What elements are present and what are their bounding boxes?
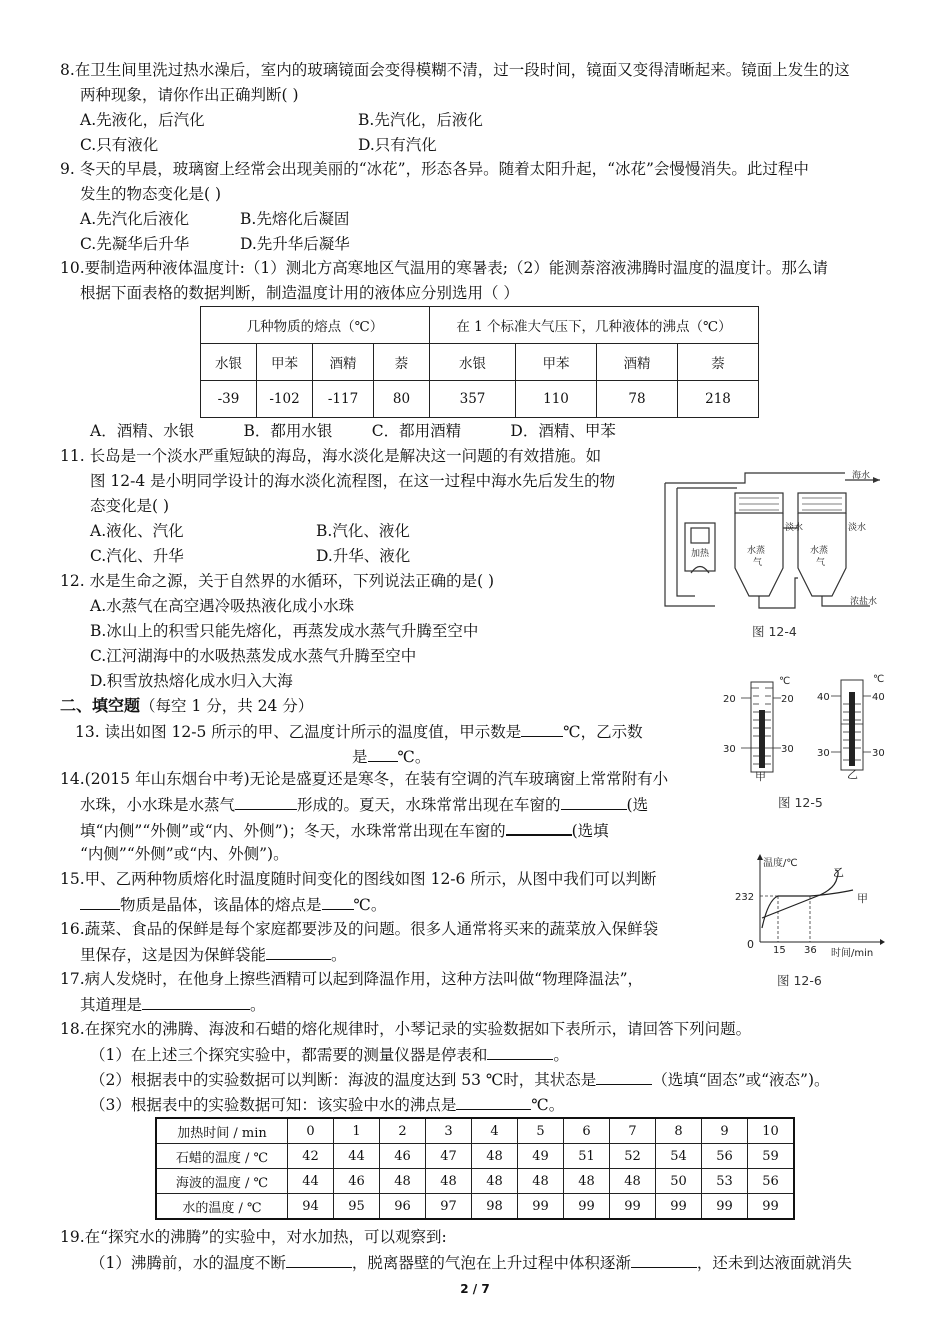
q13-blank-yi[interactable] [368,745,398,762]
q10-value-cell: -102 [257,381,313,418]
yi-tick-40-right: 40 [872,692,885,703]
label-steam-1b: 气 [753,558,763,568]
q10-options: A．酒精、水银 B．都用水银 C．都用酒精 D．酒精、甲苯 [90,422,616,440]
q19-blank-2[interactable] [631,1251,697,1268]
row-header-cell: 石蜡的温度 / ℃ [156,1144,288,1169]
table-cell: 3 [426,1118,472,1144]
table-cell: 8 [656,1118,702,1144]
axis-label-time: 时间/min [831,948,874,959]
row-header-cell: 海波的温度 / ℃ [156,1169,288,1194]
q19-part1 [90,1251,852,1274]
table-cell: 7 [610,1118,656,1144]
q11-stem-line3: 态变化是( ) [90,497,170,515]
thermometer-yi [817,674,885,781]
table-cell: 44 [334,1144,380,1169]
q14-blank-1[interactable] [235,793,297,810]
q19-text-a: （1）沸腾前，水的温度不断 [90,1254,286,1272]
q15-text-b: ℃。 [353,896,387,914]
q18-part1 [90,1043,569,1066]
q8-option-a: A.先液化，后汽化 [80,111,205,129]
jia-label: 甲 [755,770,766,783]
table-cell: 2 [380,1118,426,1144]
q18-part3-text: （3）根据表中的实验数据可知：该实验中水的沸点是 [90,1096,457,1114]
jia-tick-20-right: 20 [781,694,794,705]
table-cell: 99 [702,1194,748,1220]
table-cell: 56 [702,1144,748,1169]
q9-option-a: A.先汽化后液化 [80,210,190,228]
tick-36: 36 [804,945,817,956]
table-cell: 48 [518,1169,564,1194]
q18-part2 [90,1068,830,1091]
yi-tick-40-left: 40 [817,692,830,703]
q13-text-d: ℃。 [397,748,431,766]
q10-name-cell: 甲苯 [257,344,313,381]
table-cell: 98 [472,1194,518,1220]
q13-line1 [75,720,643,743]
q15-line1: 15.甲、乙两种物质熔化时温度随时间变化的图线如图 12-6 所示，从图中我们可以判断 [60,870,657,888]
yi-tick-30-left: 30 [817,748,830,759]
q9-option-c: C.先凝华后升华 [80,235,190,253]
desalination-diagram [655,468,890,613]
q15-blank-melting-point[interactable] [322,893,354,910]
table-cell: 49 [518,1144,564,1169]
table-cell: 5 [518,1118,564,1144]
q8-option-b: B.先汽化，后液化 [358,111,483,129]
q14-line2 [80,793,648,816]
q8-option-d: D.只有汽化 [358,136,437,154]
table-row [156,1144,794,1169]
q14-text-c: (选 [626,796,649,814]
label-fresh-water-2: 淡水 [848,523,867,533]
label-steam-2a: 水蒸 [810,546,829,556]
q13-text-b: ℃，乙示数 [563,723,643,741]
q10-data-table [200,306,759,418]
q10-value-cell: 110 [516,381,597,418]
q13-text-a: 13. 读出如图 12-5 所示的甲、乙温度计所示的温度值，甲示数是 [75,723,522,741]
table-cell: 99 [656,1194,702,1220]
table-cell: 48 [472,1169,518,1194]
q10-name-cell: 水银 [201,344,257,381]
table-cell: 52 [610,1144,656,1169]
q18-data-table [155,1117,795,1220]
table-cell: 56 [748,1169,795,1194]
section-2-note: （每空 1 分，共 24 分） [140,697,314,715]
q10-value-cell: 357 [430,381,516,418]
label-yi: 乙 [833,866,844,879]
table-cell: 1 [334,1118,380,1144]
q14-blank-3[interactable] [506,818,572,836]
table-cell: 10 [748,1118,795,1144]
q19-blank-1[interactable] [286,1251,352,1268]
q14-blank-2[interactable] [561,793,627,810]
q13-text-c: 是 [352,748,368,766]
table-cell: 99 [748,1194,795,1220]
table-cell: 99 [518,1194,564,1220]
q18-part1-end: 。 [553,1046,569,1064]
figure-12-5-caption: 图 12-5 [778,795,823,810]
q11-option-c: C.汽化、升华 [90,547,184,565]
q14-line1: 14.(2015 年山东烟台中考)无论是盛夏还是寒冬，在装有空调的汽车玻璃窗上常常附有小 [60,770,669,788]
tick-15: 15 [773,945,786,956]
q17-text-b: 。 [250,996,266,1014]
jia-tick-30-left: 30 [723,744,736,755]
q13-blank-jia[interactable] [521,720,563,737]
q14-line4: “内侧”“外侧”或“内、外侧”)。 [80,845,289,863]
q17-line2 [80,993,266,1016]
q12-option-b: B.冰山上的积雪只能先熔化，再蒸发成水蒸气升腾至空中 [90,622,479,640]
q10-name-cell: 萘 [374,344,430,381]
q11-option-a: A.液化、汽化 [90,522,184,540]
jia-unit-label: ℃ [779,676,791,687]
table-cell: 4 [472,1118,518,1144]
label-sea-water: 海水 [852,471,871,481]
q18-blank-3[interactable] [456,1093,531,1110]
table-row [156,1194,794,1220]
q10-value-cell: 218 [678,381,759,418]
q16-line2 [80,943,347,966]
q13-line2 [352,745,430,768]
label-steam-2b: 气 [816,558,826,568]
q10-value-cell: 80 [374,381,430,418]
q10-name-cell: 酒精 [313,344,374,381]
q18-blank-1[interactable] [487,1043,553,1060]
label-fresh-water-1: 淡水 [785,523,804,533]
table-cell: 48 [380,1169,426,1194]
table-cell: 42 [288,1144,334,1169]
section-2-title: 二、填空题 [60,696,141,715]
label-heating: 加热 [691,549,710,559]
q18-part3-end: ℃。 [531,1096,565,1114]
table-cell: 48 [426,1169,472,1194]
table-cell: 59 [748,1144,795,1169]
q11-option-b: B.汽化、液化 [316,522,410,540]
q19-text-b: ，脱离器壁的气泡在上升过程中体积逐渐 [351,1254,631,1272]
q19-stem: 19.在“探究水的沸腾”的实验中，对水加热，可以观察到: [60,1228,447,1246]
table-cell: 95 [334,1194,380,1220]
q11-option-d: D.升华、液化 [316,547,411,565]
thermometers-figure [715,670,895,785]
table-cell: 0 [288,1118,334,1144]
q10-name-cell: 萘 [678,344,759,381]
table-cell: 51 [564,1144,610,1169]
tick-zero: 0 [747,938,754,951]
q16-text-a: 里保存，这是因为保鲜袋能 [80,946,267,964]
q17-text-a: 其道理是 [80,996,143,1014]
q8-stem-line2: 两种现象，请你作出正确判断( ) [80,86,299,104]
table-cell: 47 [426,1144,472,1169]
q18-part1-text: （1）在上述三个探究实验中，都需要的测量仪器是停表和 [90,1046,488,1064]
q16-blank[interactable] [266,943,331,960]
table-cell: 99 [564,1194,610,1220]
q17-blank[interactable] [142,993,250,1010]
label-jia: 甲 [857,892,868,905]
table-cell: 97 [426,1194,472,1220]
q8-option-c: C.只有液化 [80,136,159,154]
q10-header-melting: 几种物质的熔点（℃） [201,307,430,344]
axis-label-temperature: 温度/℃ [763,858,798,869]
table-cell: 44 [288,1169,334,1194]
q17-line1: 17.病人发烧时，在他身上擦些酒精可以起到降温作用，这种方法叫做“物理降温法”， [60,970,644,988]
jia-tick-30-right: 30 [781,744,794,755]
q12-stem: 12. 水是生命之源，关于自然界的水循环，下列说法正确的是( ) [60,572,495,590]
q18-part2-end: （选填“固态”或“液态”)。 [652,1071,830,1089]
q19-text-c: ，还未到达液面就消失 [696,1254,852,1272]
table-cell: 9 [702,1118,748,1144]
q10-name-cell: 酒精 [597,344,678,381]
q10-stem-line2: 根据下面表格的数据判断，制造温度计用的液体应分别选用（ ） [80,284,519,302]
q16-text-b: 。 [331,946,347,964]
q15-blank-substance[interactable] [80,893,120,910]
q18-part3 [90,1093,564,1116]
q10-stem-line1: 10.要制造两种液体温度计:（1）测北方高寒地区气温用的寒暑表;（2）能测萘溶液沸腾时温度的温度计。那么请 [60,259,828,277]
row-header-cell: 加热时间 / min [156,1118,288,1144]
q9-option-b: B.先熔化后凝固 [240,210,350,228]
q14-text-b: 形成的。夏天，水珠常常出现在车窗的 [297,796,561,814]
q16-line1: 16.蔬菜、食品的保鲜是每个家庭都要涉及的问题。很多人通常将买来的蔬菜放入保鲜袋 [60,920,659,938]
table-cell: 96 [380,1194,426,1220]
q15-text-a: 物质是晶体，该晶体的熔点是 [120,896,322,914]
q14-text-e: (选填 [571,822,609,840]
q9-stem-line1: 9. 冬天的早晨，玻璃窗上经常会出现美丽的“冰花”，形态各异。随着太阳升起，“冰花”会慢慢消失。此过程中 [60,160,809,178]
table-cell: 48 [610,1169,656,1194]
q14-text-a: 水珠，小水珠是水蒸气 [80,796,236,814]
yi-tick-30-right: 30 [872,748,885,759]
q9-stem-line2: 发生的物态变化是( ) [80,185,222,203]
q10-name-cell: 甲苯 [516,344,597,381]
table-cell: 48 [564,1169,610,1194]
table-cell: 99 [610,1194,656,1220]
table-cell: 50 [656,1169,702,1194]
q9-option-d: D.先升华后凝华 [240,235,350,253]
figure-12-6-caption: 图 12-6 [777,973,822,988]
q12-option-d: D.积雪放热熔化成水归入大海 [90,672,293,690]
table-cell: 54 [656,1144,702,1169]
q12-option-c: C.江河湖海中的水吸热蒸发成水蒸气升腾至空中 [90,647,417,665]
q11-stem-line1: 11. 长岛是一个淡水严重短缺的海岛，海水淡化是解决这一问题的有效措施。如 [60,447,602,465]
tick-232: 232 [735,892,755,903]
figure-12-4-caption: 图 12-4 [752,624,797,639]
q18-stem: 18.在探究水的沸腾、海波和石蜡的熔化规律时，小琴记录的实验数据如下表所示，请回答下列问题。 [60,1020,752,1038]
q15-line2 [80,893,386,916]
q18-blank-2[interactable] [596,1068,652,1085]
melting-curve-graph [735,850,885,960]
q10-value-cell: 78 [597,381,678,418]
yi-unit-label: ℃ [873,674,885,685]
table-cell: 48 [472,1144,518,1169]
jia-tick-20-left: 20 [723,694,736,705]
thermometer-jia [723,676,794,783]
q10-name-cell: 水银 [430,344,516,381]
row-header-cell: 水的温度 / ℃ [156,1194,288,1220]
q14-text-d: 填“内侧”“外侧”或“内、外侧”)；冬天，水珠常常出现在车窗的 [80,822,506,840]
q18-part2-text: （2）根据表中的实验数据可以判断：海波的温度达到 53 ℃时，其状态是 [90,1071,597,1089]
q14-line3 [80,818,609,842]
section-2-heading [60,695,313,717]
table-cell: 46 [380,1144,426,1169]
q11-stem-line2: 图 12-4 是小明同学设计的海水淡化流程图，在这一过程中海水先后发生的物 [90,472,616,490]
q12-option-a: A.水蒸气在高空遇冷吸热液化成小水珠 [90,597,355,615]
table-cell: 94 [288,1194,334,1220]
table-cell: 46 [334,1169,380,1194]
q8-stem-line1: 8.在卫生间里洗过热水澡后，室内的玻璃镜面会变得模糊不清，过一段时间，镜面又变得清晰起来。镜面上发生的这 [60,61,850,79]
table-cell: 6 [564,1118,610,1144]
page-number: 2 / 7 [460,1282,490,1296]
yi-label: 乙 [847,768,858,781]
label-brine: 浓盐水 [850,597,878,607]
q10-header-boiling: 在 1 个标准大气压下，几种液体的沸点（℃） [430,307,759,344]
q10-value-cell: -39 [201,381,257,418]
table-cell: 53 [702,1169,748,1194]
label-steam-1a: 水蒸 [747,546,766,556]
q10-value-cell: -117 [313,381,374,418]
table-row [156,1118,794,1144]
table-row [156,1169,794,1194]
